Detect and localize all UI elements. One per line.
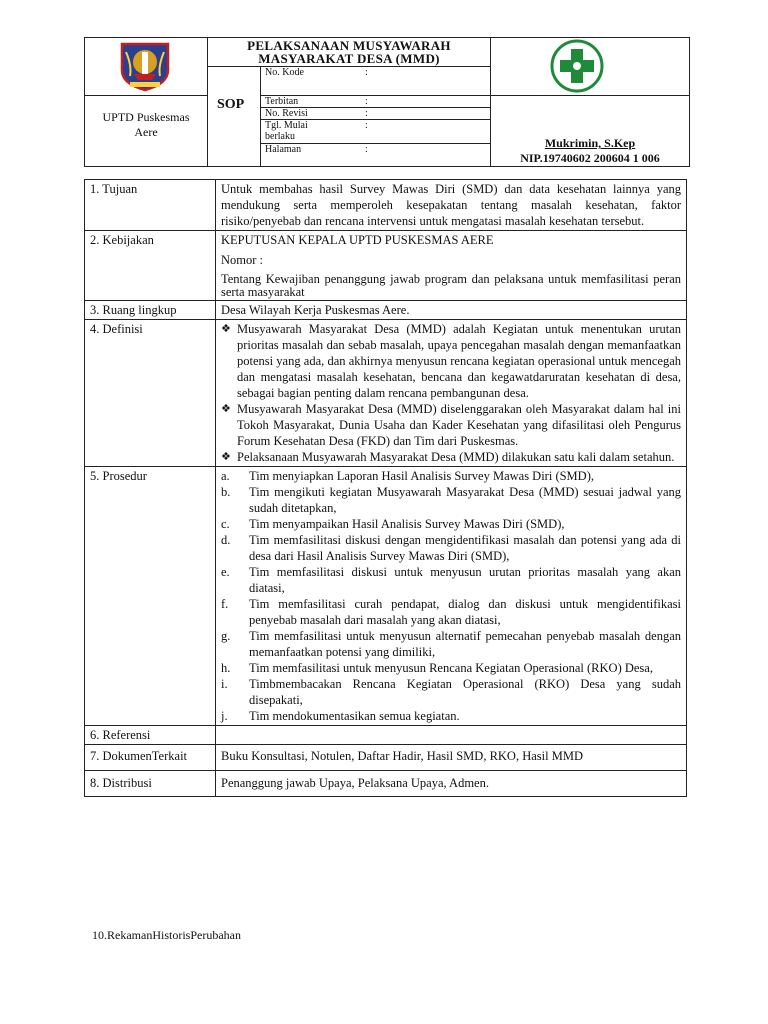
field-colon: : bbox=[365, 108, 368, 119]
sop-content-table bbox=[84, 179, 687, 797]
list-marker: f. bbox=[221, 597, 229, 611]
field-tgl-mulai: Tgl. Mulai berlaku bbox=[265, 120, 308, 142]
list-item bbox=[221, 596, 681, 628]
list-item bbox=[221, 660, 681, 676]
title-line: PELAKSANAAN MUSYAWARAH bbox=[247, 38, 451, 53]
signer-name: Mukrimin, S.Kep bbox=[544, 136, 636, 150]
row-label: 5. Prosedur bbox=[85, 467, 216, 726]
table-row bbox=[85, 301, 687, 320]
list-marker: h. bbox=[221, 661, 231, 675]
table-row bbox=[85, 726, 687, 745]
unit-name bbox=[86, 110, 206, 140]
kebijakan-decree: KEPUTUSAN KEPALA UPTD PUSKESMAS AERE bbox=[221, 233, 494, 247]
prosedur-text: Tim memfasilitasi untuk menyusun alternatif pemecahan penyebab masalah dengan memanfaatkan potensi yang dimiliki, bbox=[249, 629, 681, 659]
diamond-bullet-icon: ❖ bbox=[221, 403, 231, 415]
list-item bbox=[221, 532, 681, 564]
kebijakan-subject: Tentang Kewajiban penanggung jawab program dan pelaksana untuk memfasilitasi peran serta masyarakat bbox=[221, 272, 681, 299]
list-item bbox=[221, 676, 681, 708]
table-row bbox=[85, 180, 687, 231]
regional-emblem-icon bbox=[116, 40, 174, 92]
list-item bbox=[221, 708, 681, 724]
field-colon: : bbox=[365, 144, 368, 155]
dokumen-text: Buku Konsultasi, Notulen, Daftar Hadir, Hasil SMD, RKO, Hasil MMD bbox=[216, 745, 687, 771]
definisi-text: Pelaksanaan Musyawarah Masyarakat Desa (MMD) dilakukan satu kali dalam setahun. bbox=[237, 450, 675, 464]
table-row bbox=[85, 745, 687, 771]
field-halaman: Halaman bbox=[265, 144, 302, 155]
field-no-kode: No. Kode bbox=[265, 67, 304, 78]
document-title bbox=[208, 39, 490, 65]
tujuan-text: Untuk membahas hasil Survey Mawas Diri (SMD) dan data kesehatan lainnya yang mendukung serta memperoleh kesepakatan tentang masalah kesehatan, faktor risiko/penyebab dan rencana intervensi untuk mengatasi masalah kesehatan tersebut. bbox=[216, 180, 687, 231]
header-divider bbox=[490, 95, 690, 96]
row-label: 7. DokumenTerkait bbox=[85, 745, 216, 771]
prosedur-text: Tim menyampaikan Hasil Analisis Survey Mawas Diri (SMD), bbox=[249, 517, 565, 531]
unit-line: UPTD Puskesmas bbox=[102, 110, 190, 124]
table-row bbox=[85, 320, 687, 467]
list-item bbox=[221, 516, 681, 532]
list-item bbox=[221, 401, 681, 449]
signature-block bbox=[491, 136, 689, 166]
kebijakan-number: Nomor : bbox=[221, 253, 264, 267]
definisi-text: Musyawarah Masyarakat Desa (MMD) diselenggarakan oleh Masyarakat dalam hal ini Tokoh Masyarakat, Dunia Usaha dan Kader Kesehatan yang difasilitasi oleh Pengurus Forum Kesehatan Desa (FKD) dan Tim dari Puskesmas. bbox=[237, 402, 681, 448]
list-marker: d. bbox=[221, 533, 231, 547]
sop-label: SOP bbox=[217, 97, 245, 112]
table-row bbox=[85, 771, 687, 797]
prosedur-text: Tim mengikuti kegiatan Musyawarah Masyarakat Desa (MMD) sesuai jadwal yang sudah ditetapkan, bbox=[249, 485, 681, 515]
signer-nip: NIP.19740602 200604 1 006 bbox=[520, 151, 660, 165]
list-marker: e. bbox=[221, 565, 230, 579]
row-label: 4. Definisi bbox=[85, 320, 216, 467]
header-divider bbox=[260, 66, 261, 167]
field-colon: : bbox=[365, 120, 368, 131]
diamond-bullet-icon: ❖ bbox=[221, 323, 231, 335]
header-divider bbox=[84, 95, 207, 96]
row-label: 3. Ruang lingkup bbox=[85, 301, 216, 320]
list-marker: j. bbox=[221, 709, 228, 723]
row-label: 6. Referensi bbox=[85, 726, 216, 745]
diamond-bullet-icon: ❖ bbox=[221, 451, 231, 463]
table-row bbox=[85, 467, 687, 726]
list-item bbox=[221, 484, 681, 516]
list-item bbox=[221, 468, 681, 484]
prosedur-text: Tim memfasilitasi diskusi untuk menyusun urutan prioritas masalah yang akan diatasi, bbox=[249, 565, 681, 595]
referensi-text bbox=[216, 726, 687, 745]
field-colon: : bbox=[365, 67, 368, 78]
list-item bbox=[221, 628, 681, 660]
health-cross-icon bbox=[549, 39, 605, 93]
list-marker: b. bbox=[221, 485, 231, 499]
prosedur-text: Tim mendokumentasikan semua kegiatan. bbox=[249, 709, 460, 723]
title-line: MASYARAKAT DESA (MMD) bbox=[258, 51, 440, 66]
prosedur-text: Timbmembacakan Rencana Kegiatan Operasional (RKO) Desa yang sudah disepakati, bbox=[249, 677, 681, 707]
list-item bbox=[221, 321, 681, 401]
field-colon: : bbox=[365, 96, 368, 107]
ruang-text: Desa Wilayah Kerja Puskesmas Aere. bbox=[216, 301, 687, 320]
prosedur-text: Tim memfasilitasi untuk menyusun Rencana Kegiatan Operasional (RKO) Desa, bbox=[249, 661, 653, 675]
prosedur-cell bbox=[216, 467, 687, 726]
definisi-text: Musyawarah Masyarakat Desa (MMD) adalah Kegiatan untuk menentukan urutan prioritas masalah dan sebab masalah, upaya pencegahan masalah dengan memanfaatkan potensi yang ada, dan akhirnya menyusun rencana kegiatan operasional untuk mencegah dan mengatasi masalah kesehatan, bencana dan kegawatdaruratan kesehatan di desa, sebagai bagian penting dalam rencana pembangunan desa. bbox=[237, 322, 681, 400]
list-item bbox=[221, 449, 681, 465]
list-marker: a. bbox=[221, 469, 230, 483]
header-divider bbox=[207, 66, 490, 67]
row-label: 2. Kebijakan bbox=[85, 231, 216, 301]
field-no-revisi: No. Revisi bbox=[265, 108, 308, 119]
list-item bbox=[221, 564, 681, 596]
row-label: 8. Distribusi bbox=[85, 771, 216, 797]
prosedur-text: Tim memfasilitasi curah pendapat, dialog dan diskusi untuk mengidentifikasi penyebab masalah dari masalah yang akan diatasi, bbox=[249, 597, 681, 627]
list-marker: c. bbox=[221, 517, 230, 531]
prosedur-text: Tim memfasilitasi diskusi dengan mengidentifikasi masalah dan potensi yang ada di desa dari Hasil Analisis Survey Mawas Diri (SMD), bbox=[249, 533, 681, 563]
distribusi-text: Penanggung jawab Upaya, Pelaksana Upaya, Admen. bbox=[216, 771, 687, 797]
revision-history-note: 10.RekamanHistorisPerubahan bbox=[92, 928, 241, 942]
definisi-cell bbox=[216, 320, 687, 467]
kebijakan-cell bbox=[216, 231, 687, 301]
row-label: 1. Tujuan bbox=[85, 180, 216, 231]
list-marker: g. bbox=[221, 629, 231, 643]
list-marker: i. bbox=[221, 677, 228, 691]
unit-line: Aere bbox=[134, 125, 158, 139]
prosedur-text: Tim menyiapkan Laporan Hasil Analisis Survey Mawas Diri (SMD), bbox=[249, 469, 594, 483]
table-row bbox=[85, 231, 687, 301]
field-terbitan: Terbitan bbox=[265, 96, 299, 107]
